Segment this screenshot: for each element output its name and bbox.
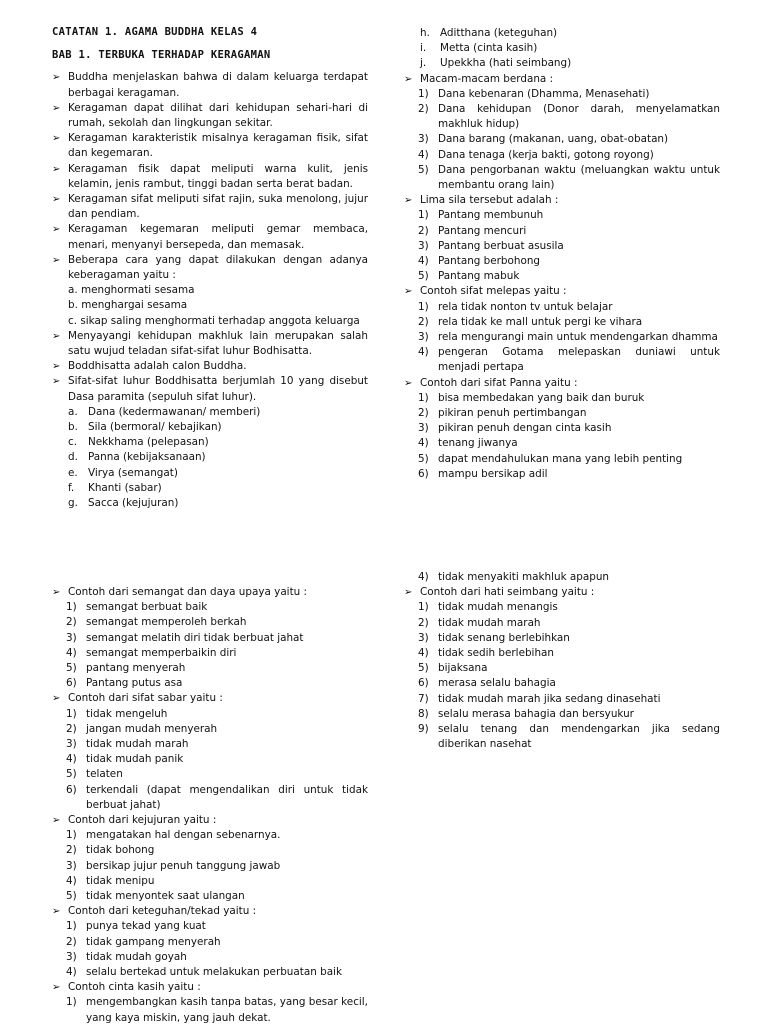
list-item: 4) tidak menyakiti makhluk apapun	[418, 571, 610, 583]
list-item: 5) Pantang mabuk	[418, 270, 520, 283]
bullet-item: ➢ Menyayangi kehidupan makhluk lain merupakan salah satu wujud teladan sifat-sifat luhur Bodhisatta.	[52, 329, 368, 359]
list-item: 4) tidak mudah panik	[66, 753, 184, 766]
list-item: 2) pikiran penuh pertimbangan	[418, 407, 587, 420]
bullet-item: ➢ Contoh dari sifat sabar yaitu :	[52, 691, 368, 706]
berdana-list	[418, 87, 720, 193]
list-item: 2) jangan mudah menyerah	[66, 722, 218, 735]
paramita-list-cont	[420, 26, 720, 72]
list-item: 4) selalu bertekad untuk melakukan perbuatan baik	[66, 966, 342, 979]
list-item: b. Sila (bermoral/ kebajikan)	[68, 421, 222, 434]
bullet-item: ➢ Contoh dari hati seimbang yaitu :	[404, 585, 720, 600]
list-item: e. Virya (semangat)	[68, 466, 178, 479]
list-item: 2) Pantang mencuri	[418, 224, 527, 237]
column-top-left	[52, 25, 368, 511]
bullet-item: ➢ Lima sila tersebut adalah :	[404, 193, 720, 208]
list-item: 4) tidak menipu	[66, 874, 155, 887]
list-item: 6) terkendali (dapat mengendalikan diri untuk tidak berbuat jahat)	[66, 783, 368, 811]
list-item: 3) tidak mudah goyah	[66, 950, 187, 963]
bullet-item: ➢ Keragaman sifat meliputi sifat rajin, suka menolong, jujur dan pendiam.	[52, 192, 368, 222]
list-item: 1) tidak mengeluh	[66, 707, 168, 720]
list-item: 1) mengatakan hal dengan sebenarnya.	[66, 829, 281, 842]
list-item: 4) tenang jiwanya	[418, 437, 518, 450]
list-item: 6) mampu bersikap adil	[418, 467, 548, 480]
list-item: 5) bijaksana	[418, 662, 488, 675]
list-item: a. Dana (kedermawanan/ memberi)	[68, 405, 261, 418]
list-item: 5) tidak menyontek saat ulangan	[66, 890, 245, 903]
bullet-item: ➢ Keragaman fisik dapat meliputi warna kulit, jenis kelamin, jenis rambut, tinggi badan serta berat badan.	[52, 162, 368, 192]
list-item: 1) tidak mudah menangis	[418, 601, 558, 614]
list-item: 2) tidak bohong	[66, 844, 155, 857]
sabar-list	[66, 707, 368, 813]
bullet-item: ➢ Contoh dari semangat dan daya upaya yaitu :	[52, 585, 368, 600]
jujur-list	[66, 828, 368, 904]
bullet-item: ➢ Contoh cinta kasih yaitu :	[52, 980, 368, 995]
teguh-list	[66, 919, 368, 980]
list-item: 1) bisa membedakan yang baik dan buruk	[418, 391, 645, 404]
document-title: CATATAN 1. AGAMA BUDDHA KELAS 4	[52, 26, 258, 38]
column-top-right	[404, 26, 720, 482]
list-item: 3) rela mengurangi main untuk mendengarkan dhamma	[418, 331, 718, 344]
list-item: 5) dapat mendahulukan mana yang lebih penting	[418, 452, 683, 465]
bullet-item: ➢ Contoh sifat melepas yaitu :	[404, 284, 720, 299]
list-item: 2) tidak gampang menyerah	[66, 935, 221, 948]
list-item: h. Aditthana (keteguhan)	[420, 27, 558, 39]
list-item: 3) Dana barang (makanan, uang, obat-obatan)	[418, 133, 669, 146]
list-item: 1) rela tidak nonton tv untuk belajar	[418, 300, 613, 313]
list-item: 4) Dana tenaga (kerja bakti, gotong royong)	[418, 148, 654, 161]
bullet-item: ➢ Beberapa cara yang dapat dilakukan dengan adanya keberagaman yaitu :	[52, 253, 368, 283]
list-item: 3) tidak senang berlebihkan	[418, 631, 570, 644]
paramita-list	[68, 405, 368, 511]
list-item: 3) bersikap jujur penuh tanggung jawab	[66, 859, 281, 872]
bullet-item: ➢ Macam-macam berdana :	[404, 72, 720, 87]
panna-list	[418, 391, 720, 482]
list-item: 5) pantang menyerah	[66, 662, 186, 675]
list-item: 4) semangat memperbaikin diri	[66, 646, 237, 659]
list-item: b. menghargai sesama	[68, 299, 188, 312]
list-item: 4) Pantang berbohong	[418, 255, 541, 268]
list-item: a. menghormati sesama	[68, 284, 195, 297]
list-item: 1) semangat berbuat baik	[66, 601, 208, 614]
list-item: g. Sacca (kejujuran)	[68, 497, 179, 510]
chapter-heading: BAB 1. TERBUKA TERHADAP KERAGAMAN	[52, 49, 271, 62]
list-item: 3) semangat melatih diri tidak berbuat jahat	[66, 631, 304, 644]
list-item: 3) pikiran penuh dengan cinta kasih	[418, 422, 612, 435]
melepas-list	[418, 300, 720, 376]
list-item: d. Panna (kebijaksanaan)	[68, 451, 206, 464]
list-item: 4) pengeran Gotama melepaskan duniawi untuk menjadi pertapa	[418, 346, 720, 374]
bullet-item: ➢ Boddhisatta adalah calon Buddha.	[52, 359, 368, 374]
list-item: c. sikap saling menghormati terhadap anggota keluarga	[68, 314, 360, 327]
sub-list	[52, 283, 368, 329]
list-item: 5) telaten	[66, 768, 123, 781]
bullet-item: ➢ Keragaman kegemaran meliputi gemar membaca, menari, menyanyi bersepeda, dan memasak.	[52, 222, 368, 252]
bullet-item: ➢ Sifat-sifat luhur Boddhisatta berjumlah 10 yang disebut Dasa paramita (sepuluh sifat luhur).	[52, 374, 368, 404]
list-item: c. Nekkhama (pelepasan)	[68, 436, 209, 449]
list-item: 1) Dana kebenaran (Dhamma, Menasehati)	[418, 87, 650, 100]
column-bottom-left	[52, 585, 368, 1026]
list-item: 2) Dana kehidupan (Donor darah, menyelamatkan makhluk hidup)	[418, 103, 720, 131]
list-item: 5) Dana pengorbanan waktu (meluangkan waktu untuk membantu orang lain)	[418, 163, 720, 192]
list-item: 2) tidak mudah marah	[418, 616, 541, 629]
semangat-list	[66, 600, 368, 691]
list-item: 7) tidak mudah marah jika sedang dinasehati	[418, 692, 661, 705]
column-bottom-right	[404, 570, 720, 752]
kasih-list-cont	[418, 570, 720, 585]
list-item: 2) semangat memperoleh berkah	[66, 616, 247, 629]
list-item: 6) merasa selalu bahagia	[418, 677, 556, 690]
list-item: 1) Pantang membunuh	[418, 209, 544, 222]
list-item: 1) punya tekad yang kuat	[66, 920, 206, 933]
list-item: j. Upekkha (hati seimbang)	[420, 57, 572, 70]
list-item: 2) rela tidak ke mall untuk pergi ke vihara	[418, 315, 643, 328]
list-item: 6) Pantang putus asa	[66, 677, 183, 690]
list-item: 8) selalu merasa bahagia dan bersyukur	[418, 707, 634, 720]
bullet-item: ➢ Contoh dari kejujuran yaitu :	[52, 813, 368, 828]
bullet-item: ➢ Buddha menjelaskan bahwa di dalam keluarga terdapat berbagai keragaman.	[52, 70, 368, 100]
list-item: i. Metta (cinta kasih)	[420, 42, 538, 55]
bullet-item: ➢ Contoh dari sifat Panna yaitu :	[404, 376, 720, 391]
list-item: 1) mengembangkan kasih tanpa batas, yang besar kecil, yang kaya miskin, yang jauh dekat.	[66, 996, 368, 1024]
list-item: 9) selalu tenang dan mendengarkan jika sedang diberikan nasehat	[418, 723, 720, 751]
bullet-item: ➢ Keragaman karakteristik misalnya keragaman fisik, sifat dan kegemaran.	[52, 131, 368, 161]
list-item: 4) tidak sedih berlebihan	[418, 647, 554, 660]
list-item: f. Khanti (sabar)	[68, 481, 162, 494]
list-item: 3) Pantang berbuat asusila	[418, 239, 564, 252]
seimbang-list	[418, 600, 720, 752]
list-item: 3) tidak mudah marah	[66, 738, 189, 751]
sila-list	[418, 208, 720, 284]
bullet-item: ➢ Keragaman dapat dilihat dari kehidupan sehari-hari di rumah, sekolah dan lingkungan sekitar.	[52, 101, 368, 131]
bullet-item: ➢ Contoh dari keteguhan/tekad yaitu :	[52, 904, 368, 919]
kasih-list	[66, 995, 368, 1025]
